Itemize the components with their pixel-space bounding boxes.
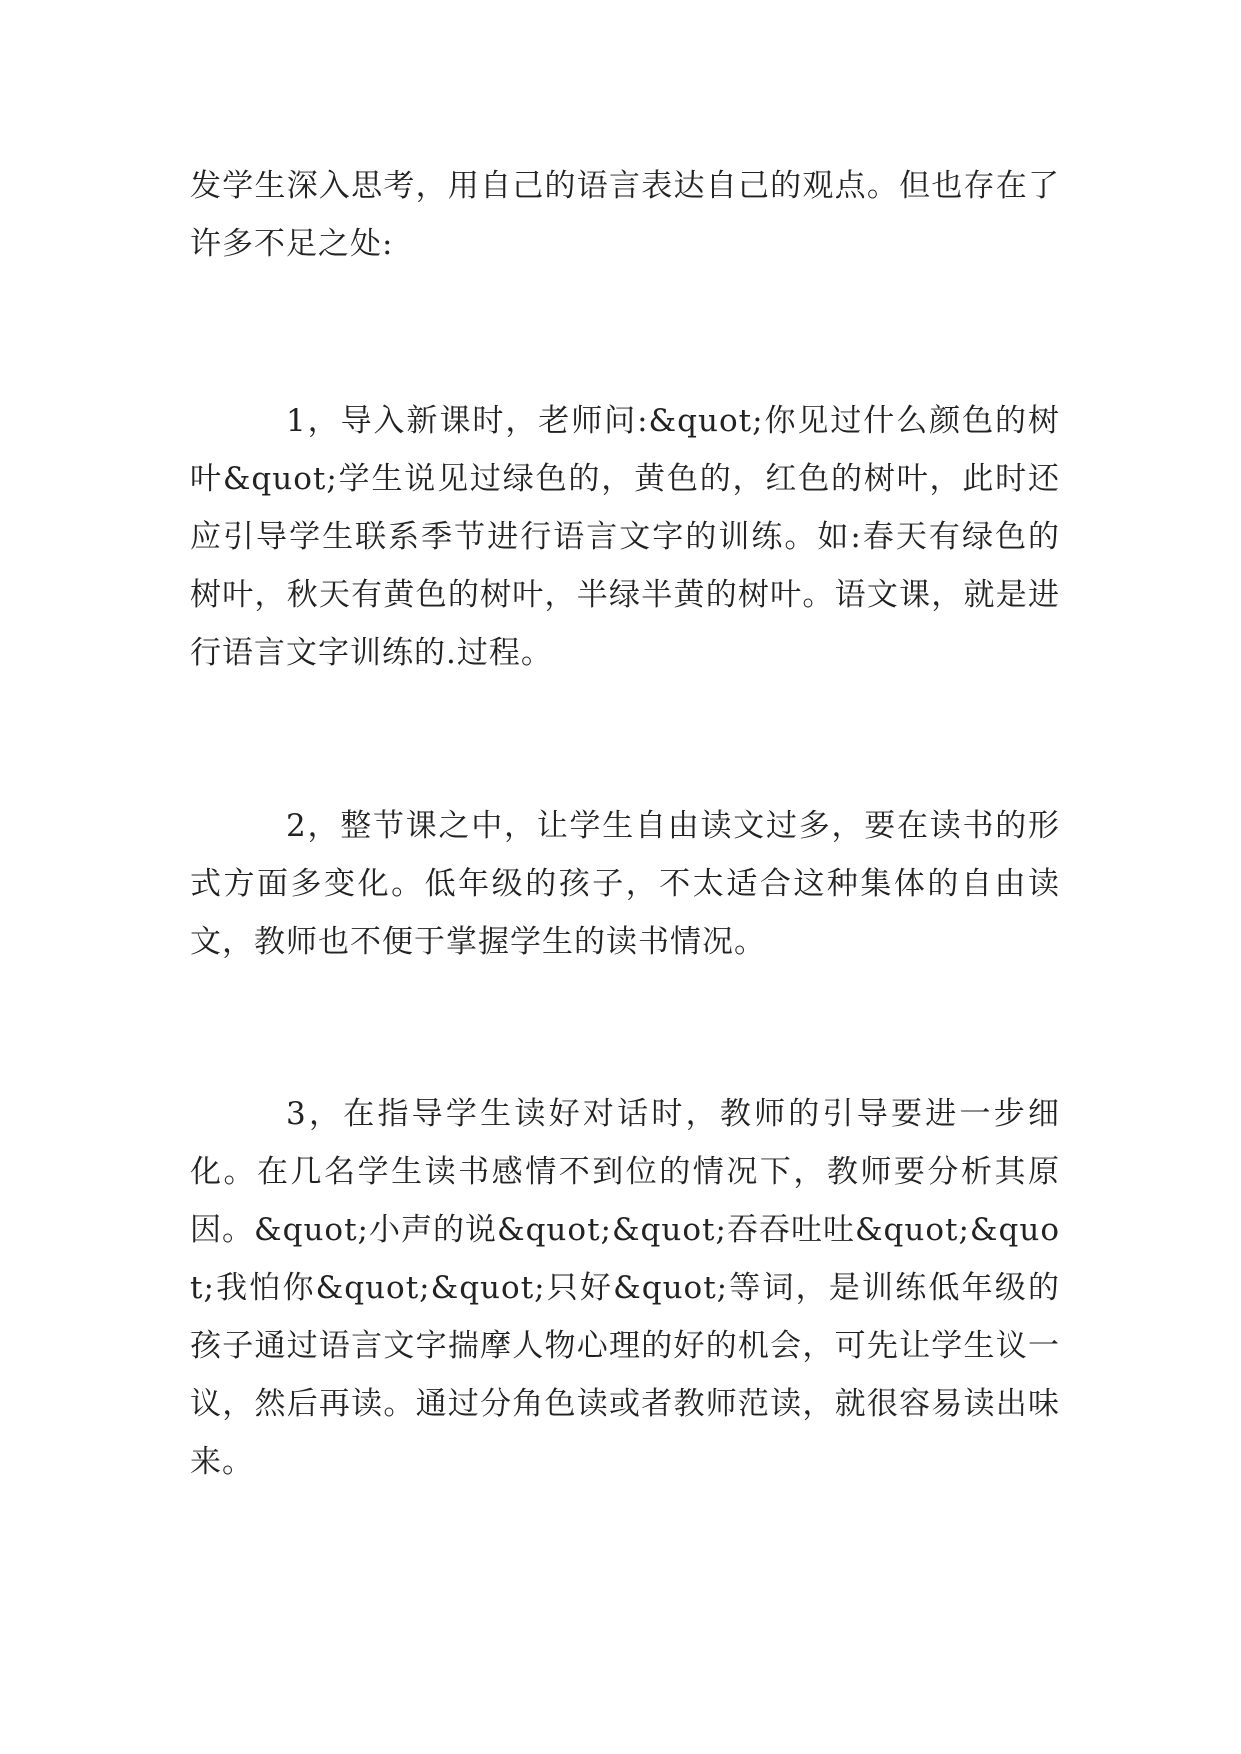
paragraph-point-2: 2，整节课之中，让学生自由读文过多，要在读书的形式方面多变化。低年级的孩子，不太适合这种集体的自由读文，教师也不便于掌握学生的读书情况。 xyxy=(190,808,1060,960)
paragraph-continuation: 发学生深入思考，用自己的语言表达自己的观点。但也存在了许多不足之处: xyxy=(190,168,1060,262)
paragraph-point-3: 3，在指导学生读好对话时，教师的引导要进一步细化。在几名学生读书感情不到位的情况下，教师要分析其原因。&quot;小声的说&quot;&quot;吞吞吐吐&quot;&quot;我怕你&quot;&quot;只好&quot;等词，是训练低年级的孩子通过语言文字揣摩人物心理的好的机会，可先让学生议一议，然后再读。通过分角色读或者教师范读，就很容易读出味来。 xyxy=(190,1096,1060,1480)
paragraph-point-1: 1，导入新课时，老师问:&quot;你见过什么颜色的树叶&quot;学生说见过绿色的，黄色的，红色的树叶，此时还应引导学生联系季节进行语言文字的训练。如:春天有绿色的树叶，秋天有黄色的树叶，半绿半黄的树叶。语文课，就是进行语言文字训练的.过程。 xyxy=(190,403,1060,671)
